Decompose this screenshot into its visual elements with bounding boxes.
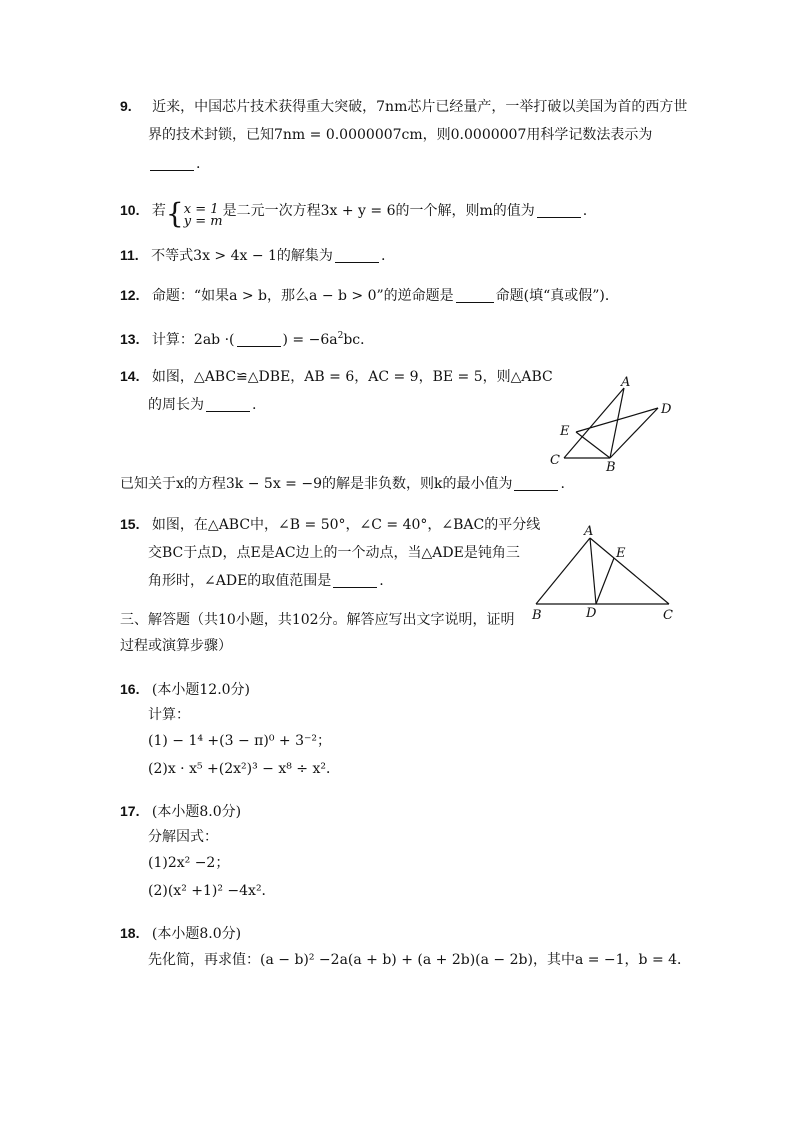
end-punct: . [560, 476, 565, 492]
end-punct: . [196, 156, 201, 172]
figure-15-triangle [526, 520, 686, 624]
question-text: 已知关于x的方程3k − 5x = −9的解是非负数，则k的最小值为 [120, 476, 513, 492]
question-number: 10. [120, 202, 140, 218]
question-12 [120, 285, 619, 306]
question-text: 如图，△ABC≌△DBE，AB = 6，AC = 9，BE = 5，则△ABC [151, 369, 553, 385]
question-9-line-2: 界的技术封锁，已知7nm = 0.0000007cm，则0.0000007用科学记数法表示为 [148, 127, 653, 143]
question-9-line-1 [120, 96, 687, 117]
question-text: 如图，在△ABC中，∠B = 50°，∠C = 40°，∠BAC的平分线 [151, 517, 541, 533]
score-label: (本小题8.0分) [151, 804, 242, 820]
label-D: D [586, 606, 597, 621]
line-AD [590, 538, 596, 604]
question-text: 的周长为 [148, 397, 204, 413]
question-9-line-3 [148, 154, 200, 174]
question-10 [120, 197, 588, 230]
section-3-heading-line-1: 三、解答题（共10小题，共102分。解答应写出文字说明，证明 [120, 612, 515, 628]
label-B: B [606, 460, 616, 472]
question-text-post: ) = −6a [282, 332, 338, 348]
label-C: C [550, 453, 560, 468]
end-punct: . [379, 573, 384, 589]
question-17-part-1: (1)2x² −2； [148, 855, 230, 871]
line-AC [564, 388, 624, 458]
question-number: 15. [120, 516, 140, 532]
answer-blank[interactable] [537, 203, 581, 218]
question-number: 17. [120, 803, 140, 819]
equation-system [184, 204, 223, 228]
brace-symbol: { [165, 197, 184, 230]
question-text: 命题：“如果a > b，那么a − b > 0”的逆命题是 [151, 288, 454, 304]
question-18-header [120, 923, 241, 944]
label-A: A [621, 375, 631, 390]
question-text: 不等式3x > 4x − 1的解集为 [151, 248, 333, 264]
answer-blank[interactable] [150, 156, 194, 171]
question-15-line-2: 交BC于点D，点E是AC边上的一个动点，当△ADE是钝角三 [148, 545, 520, 561]
label-A: A [584, 524, 594, 539]
question-17-intro: 分解因式： [148, 829, 218, 845]
line-AC [590, 538, 669, 604]
score-label: (本小题12.0分) [151, 682, 251, 698]
question-16-header [120, 679, 250, 700]
line-DE [596, 558, 614, 604]
section-3-heading-line-2: 过程或演算步骤） [120, 638, 232, 654]
question-text-pre: 若 [151, 203, 166, 219]
question-11 [120, 245, 385, 266]
question-17-part-2: (2)(x² +1)² −4x²． [148, 883, 276, 899]
score-label: (本小题8.0分) [151, 926, 242, 942]
end-punct: . [252, 397, 257, 413]
question-text-post: 命题(填“真或假”)． [495, 288, 619, 304]
extra-question [120, 474, 565, 494]
question-number: 18. [120, 925, 140, 941]
label-E: E [560, 424, 570, 439]
answer-blank[interactable] [514, 476, 558, 491]
question-text: 角形时，∠ADE的取值范围是 [148, 573, 332, 589]
question-16-part-1: (1) − 1⁴ +(3 − π)⁰ + 3⁻²； [148, 733, 331, 749]
question-number: 11. [120, 247, 139, 263]
line-AB [610, 388, 624, 458]
end-punct: . [582, 203, 588, 219]
question-text: 近来，中国芯片技术获得重大突破，7nm芯片已经量产，一举打破以美国为首的西方世 [152, 99, 688, 115]
answer-blank[interactable] [456, 288, 494, 303]
question-15-line-3 [148, 571, 384, 591]
label-B: B [532, 608, 542, 623]
end-punct: bc． [343, 332, 375, 348]
question-15-line-1 [120, 514, 540, 535]
answer-blank[interactable] [335, 248, 379, 263]
line-AB [536, 538, 590, 604]
label-C: C [663, 608, 673, 623]
equation-2: y = m [183, 214, 223, 229]
question-16-intro: 计算： [148, 707, 190, 723]
answer-blank[interactable] [237, 332, 281, 347]
question-13 [120, 326, 374, 350]
figure-14-triangles [540, 372, 680, 472]
label-D: D [661, 402, 672, 417]
question-17-header [120, 801, 241, 822]
question-number: 14. [120, 368, 140, 384]
question-text-pre: 计算：2ab ·( [151, 332, 235, 348]
question-number: 9. [120, 98, 132, 114]
question-number: 16. [120, 681, 140, 697]
line-EB [576, 432, 610, 458]
label-E: E [616, 546, 626, 561]
question-16-part-2: (2)x · x⁵ +(2x²)³ − x⁸ ÷ x²． [148, 761, 340, 777]
question-18-text: 先化简，再求值：(a − b)² −2a(a + b) + (a + 2b)(a − 2b)，其中a = −1，b = 4． [148, 952, 692, 968]
question-14-line-2 [148, 395, 256, 415]
question-14-line-1 [120, 366, 553, 387]
question-number: 13. [120, 331, 140, 347]
end-punct: . [380, 248, 386, 264]
equation-1: x = 1 [183, 202, 219, 217]
answer-blank[interactable] [333, 573, 377, 588]
question-number: 12. [120, 287, 140, 303]
answer-blank[interactable] [206, 397, 250, 412]
superscript: 2 [337, 331, 344, 341]
question-text-post: 是二元一次方程3x + y = 6的一个解，则m的值为 [222, 203, 535, 219]
